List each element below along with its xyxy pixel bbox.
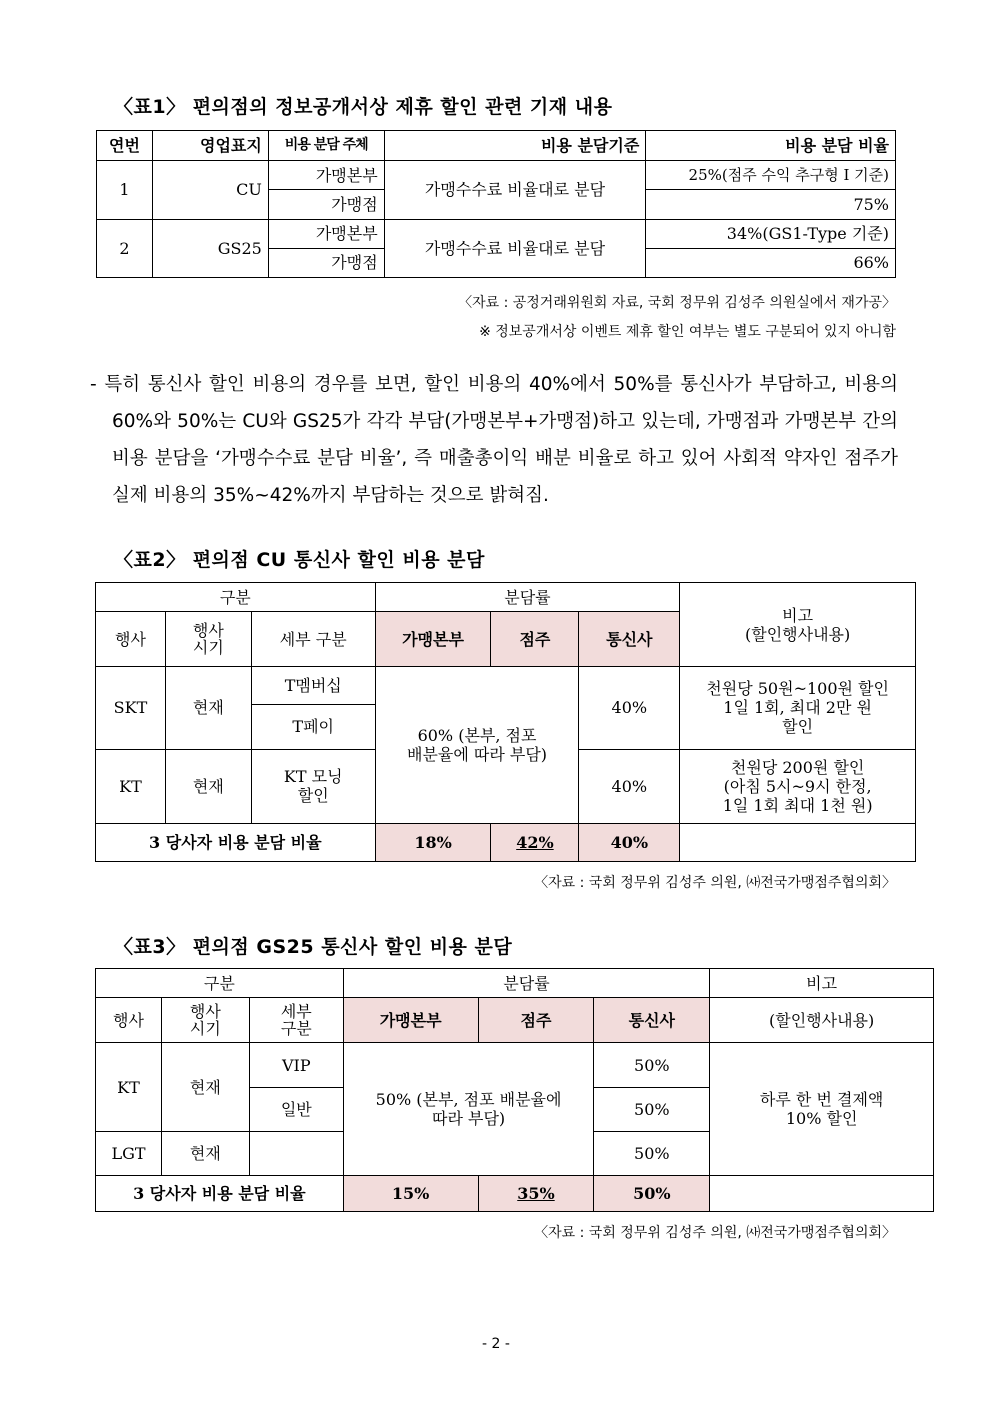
table1-row2-store: 가맹점 [268,248,384,277]
table3-header-hq: 가맹본부 [343,998,478,1043]
table2-header-carrier: 행사 [96,612,166,667]
table2-row1-period: 현재 [165,667,251,749]
table3-header-detail: 세부 구분 [249,998,343,1043]
table1-row1-brand: CU [152,161,268,219]
table1-row2-store-ratio: 66% [646,248,896,277]
table1-row1-store: 가맹점 [268,190,384,219]
table3-group-header: 구분 [96,969,344,998]
table2-header-detail: 세부 구분 [251,612,375,667]
table3-row2-period: 현재 [161,1132,249,1176]
table2-caption: 〈표2〉 편의점 CU 통신사 할인 비용 분담 [114,549,485,571]
table2-total-hq: 18% [375,823,491,861]
table3-row1-carrier: KT [96,1043,162,1132]
table3-row2-telecom: 50% [594,1132,710,1176]
table3-merged-note: 하루 한 번 결제액 10% 할인 [710,1043,934,1176]
table3-row1-detail2: 일반 [249,1088,343,1132]
table1-row1-hq-ratio: 25%(점주 수익 추구형 I 기준) [646,161,896,190]
table1-row1-basis: 가맹수수료 비율대로 분담 [384,161,646,219]
table1-source: 〈자료 : 공정거래위원회 자료, 국회 정무위 김성주 의원실에서 재가공〉 [458,295,896,311]
table2-merged-share: 60% (본부, 점포 배분율에 따라 부담) [375,667,579,824]
table1-row1-store-ratio: 75% [646,190,896,219]
table3-row1-telecom2: 50% [594,1088,710,1132]
table3-total-hq: 15% [343,1176,478,1212]
table3-row1-telecom1: 50% [594,1043,710,1088]
table3-source: 〈자료 : 국회 정무위 김성주 의원, ㈔전국가맹점주협의회〉 [534,1225,896,1241]
table3-total-owner: 35% [517,1184,555,1203]
body-paragraph [90,366,898,514]
table1-header-subject: 비용 분담 주체 [268,131,384,161]
table2-row2-carrier: KT [96,749,166,823]
table3-header-owner: 점주 [478,998,594,1043]
table3-header-period: 행사 시기 [161,998,249,1043]
table3-caption: 〈표3〉 편의점 GS25 통신사 할인 비용 분담 [114,936,513,958]
page-number: - 2 - [482,1336,510,1352]
table3-total-telecom: 50% [594,1176,710,1212]
table3-total-label: 3 당사자 비용 분담 비율 [96,1176,344,1212]
table2 [95,582,916,862]
table2-total-label: 3 당사자 비용 분담 비율 [96,823,376,861]
table3-note-header: 비고 [710,969,934,998]
table2-row2-detail: KT 모닝 할인 [251,749,375,823]
table1-caption: 〈표1〉 편의점의 정보공개서상 제휴 할인 관련 기재 내용 [114,96,613,118]
table1-header-no: 연번 [97,131,153,161]
table1-header-ratio: 비용 분담 비율 [646,131,896,161]
table3-row1-detail1: VIP [249,1043,343,1088]
table2-total-telecom: 40% [579,823,680,861]
table2-group-header: 구분 [96,583,376,612]
table3-row1-period: 현재 [161,1043,249,1132]
table2-header-hq: 가맹본부 [375,612,491,667]
table3-note-subheader: (할인행사내용) [710,998,934,1043]
table2-total-owner: 42% [516,832,554,852]
table2-row1-carrier: SKT [96,667,166,749]
table2-row1-note: 천원당 50원~100원 할인 1일 1회, 최대 2만 원 할인 [680,667,916,749]
table1-row2-hq: 가맹본부 [268,219,384,248]
table1-row2-basis: 가맹수수료 비율대로 분담 [384,219,646,277]
table2-header-telecom: 통신사 [579,612,680,667]
table2-row1-telecom: 40% [579,667,680,749]
table1-row1-no: 1 [97,161,153,219]
table2-header-period: 행사 시기 [165,612,251,667]
table2-row2-telecom: 40% [579,749,680,823]
table1-header-brand: 영업표지 [152,131,268,161]
table3-header-carrier: 행사 [96,998,162,1043]
paragraph-text: 특히 통신사 할인 비용의 경우를 보면, 할인 비용의 40%에서 50%를 통신사가 부담하고, 비용의 60%와 50%는 CU와 GS25가 각각 부담(가맹본부+가맹점)하고 있는데, 가맹점과 가맹본부 간의 비용 분담을 ‘가맹수수료 분담 비율’, 즉 매출총이익 배분 비율로 하고 있어 사회적 약자인 점주가 실제 비용의 35%~42%까지 부담하는 것으로 밝혀짐. [104,374,898,506]
table3-row2-carrier: LGT [96,1132,162,1176]
table3-merged-share: 50% (본부, 점포 배분율에 따라 부담) [343,1043,594,1176]
table1-row2-hq-ratio: 34%(GS1-Type 기준) [646,219,896,248]
table3 [95,968,934,1212]
table1 [96,130,896,278]
table2-row2-note: 천원당 200원 할인 (아침 5시~9시 한정, 1일 1회 최대 1천 원) [680,749,916,823]
table2-row1-detail1: T멤버십 [251,667,375,705]
table1-row1-hq: 가맹본부 [268,161,384,190]
bullet-dash: - [90,374,97,395]
table2-row2-period: 현재 [165,749,251,823]
table1-row2-no: 2 [97,219,153,277]
table2-source: 〈자료 : 국회 정무위 김성주 의원, ㈔전국가맹점주협의회〉 [534,875,896,891]
table2-header-owner: 점주 [491,612,579,667]
table2-share-header: 분담률 [375,583,680,612]
table1-note: ※ 정보공개서상 이벤트 제휴 할인 여부는 별도 구분되어 있지 아니함 [479,324,896,340]
table2-row1-detail2: T페이 [251,705,375,749]
table2-total-note [680,823,916,861]
table3-header-telecom: 통신사 [594,998,710,1043]
table1-row2-brand: GS25 [152,219,268,277]
table2-note-header: 비고 (할인행사내용) [680,583,916,667]
table1-header-basis: 비용 분담기준 [384,131,646,161]
table3-row2-detail [249,1132,343,1176]
table3-total-note [710,1176,934,1212]
table3-share-header: 분담률 [343,969,710,998]
